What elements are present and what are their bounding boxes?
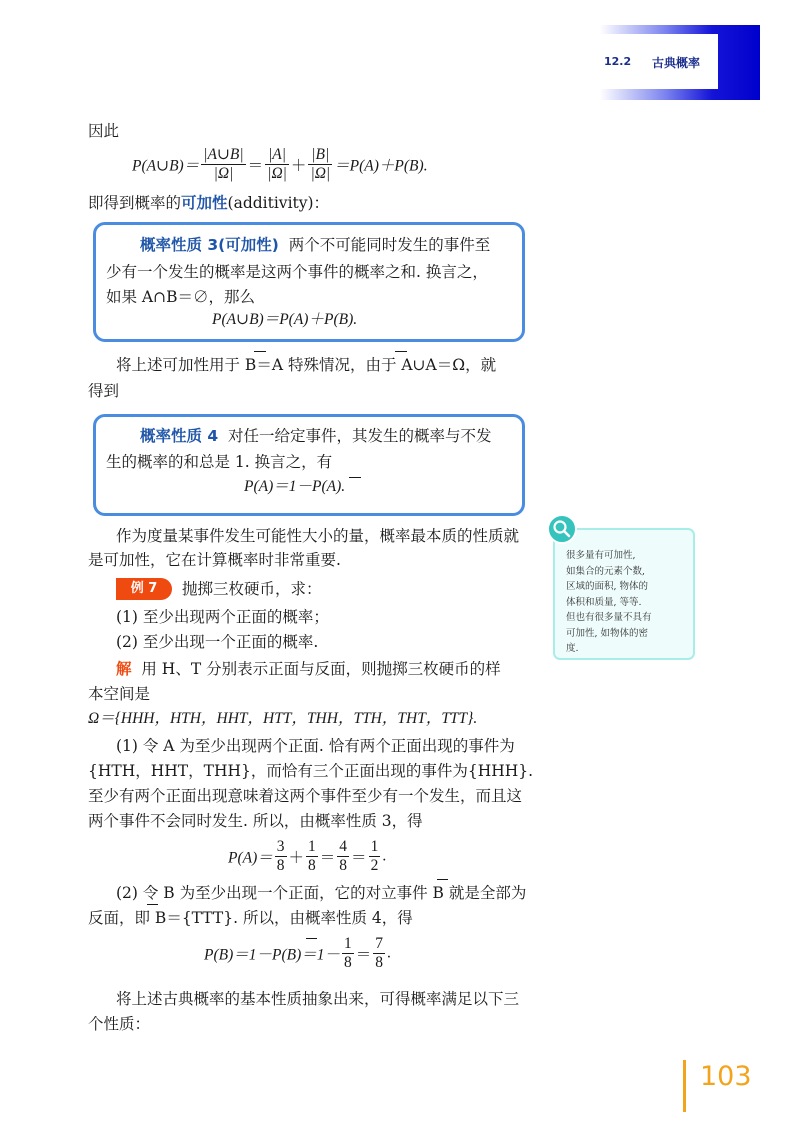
pb-formula <box>204 935 391 972</box>
pb-equals: ＝ <box>355 946 372 964</box>
measure-paragraph-line1: 作为度量某事件发生可能性大小的量，概率最本质的性质就 <box>116 527 520 545</box>
union-frac1-numerator: |A∪B| <box>203 146 244 163</box>
additivity-intro-post: (additivity)： <box>227 194 330 212</box>
pa-frac4-num: 1 <box>370 838 379 855</box>
pb-frac1-den: 8 <box>344 954 352 971</box>
pa-formula <box>228 838 386 875</box>
pa-frac1-num: 3 <box>276 838 285 855</box>
union-frac2-numerator: |A| <box>265 146 289 165</box>
union-frac1-denominator: |Ω| <box>213 165 234 182</box>
pb-frac2-den: 8 <box>375 954 384 971</box>
page-number: 103 <box>700 1061 752 1092</box>
example-question: 抛掷三枚硬币，求： <box>182 580 322 598</box>
section-title: 古典概率 <box>652 56 701 70</box>
property3-line3: 如果 A∩B＝∅，那么 <box>106 288 255 306</box>
property3-title: 概率性质 3(可加性) <box>140 236 279 254</box>
closing-line1: 将上述古典概率的基本性质抽象出来，可得概率满足以下三 <box>116 990 520 1008</box>
union-plus: ＋ <box>290 157 307 175</box>
pa-frac3-num: 4 <box>339 838 348 855</box>
therefore-text: 因此 <box>88 122 120 140</box>
union-frac3-numerator: |B| <box>308 146 332 165</box>
pb-frac1-num: 1 <box>344 935 352 952</box>
example-item2: (2) 至少出现一个正面的概率. <box>116 633 319 651</box>
complement-paragraph-line1: 将上述可加性用于 B＝A 特殊情况，由于 A∪A＝Ω，就 <box>116 356 497 374</box>
complement-paragraph-line2: 得到 <box>88 382 120 400</box>
union-equals: ＝ <box>247 157 264 175</box>
property4-line1 <box>140 425 492 447</box>
part2-line1: (2) 令 B 为至少出现一个正面，它的对立事件 B 就是全部为 <box>116 884 527 902</box>
pa-lhs: P(A)＝ <box>228 849 273 867</box>
pa-equals1: ＝ <box>319 849 336 867</box>
union-formula-lhs: P(A∪B)＝ <box>132 157 200 175</box>
union-formula-rhs: ＝P(A)＋P(B). <box>334 157 428 175</box>
sidebar-note-text: 很多量有可加性, 如集合的元素个数, 区域的面积, 物体的 体积和质量, 等等. 但也有很多量不具有 可加性, 如物体的密 度. <box>566 550 652 654</box>
page-number-bar <box>683 1060 686 1112</box>
pa-frac4-den: 2 <box>370 857 379 874</box>
union-frac2-denominator: |Ω| <box>267 165 287 182</box>
pa-frac3-den: 8 <box>339 857 348 874</box>
additivity-term: 可加性 <box>181 194 228 212</box>
example-badge: 例 7 <box>116 578 172 600</box>
pa-equals2: ＝ <box>351 849 367 867</box>
property4-overline <box>349 477 361 478</box>
union-formula <box>132 146 428 183</box>
part1-line4: 两个事件不会同时发生. 所以，由概率性质 3，得 <box>88 812 423 830</box>
pa-plus: ＋ <box>288 849 305 867</box>
part2-overline-1 <box>437 879 448 880</box>
pb-end: . <box>387 944 391 962</box>
property3-formula: P(A∪B)＝P(A)＋P(B). <box>212 311 358 328</box>
pb-lhs: P(B)＝1－P(B)＝1－ <box>204 946 341 964</box>
pa-frac2-den: 8 <box>308 857 316 874</box>
part2-line2: 反面，即 B＝{TTT}. 所以，由概率性质 4，得 <box>88 909 413 927</box>
complement-overline-1 <box>254 351 266 352</box>
solution-text1: 用 H、T 分别表示正面与反面，则抛掷三枚硬币的样 <box>141 660 501 678</box>
union-frac3-denominator: |Ω| <box>310 165 331 182</box>
measure-paragraph-line2: 是可加性，它在计算概率时非常重要. <box>88 551 341 569</box>
pb-frac2-num: 7 <box>375 935 384 952</box>
solution-label: 解 <box>116 659 132 678</box>
property3-line2: 少有一个发生的概率是这两个事件的概率之和. 换言之， <box>106 263 488 281</box>
solution-line2: 本空间是 <box>88 685 151 703</box>
sample-space: Ω＝{HHH，HTH，HHT，HTT，THH，TTH，THT，TTT}. <box>88 710 478 727</box>
part1-line2: {HTH，HHT，THH}，而恰有三个正面出现的事件为{HHH}. <box>88 762 534 780</box>
property4-formula: P(A)＝1－P(A). <box>244 478 346 495</box>
pa-frac1-den: 8 <box>276 857 285 874</box>
closing-line2: 个性质： <box>88 1015 151 1033</box>
complement-overline-2 <box>395 351 407 352</box>
part2-overline-2 <box>147 904 158 905</box>
additivity-intro <box>88 192 329 214</box>
additivity-intro-pre: 即得到概率的 <box>88 194 182 212</box>
solution-line1 <box>116 658 501 680</box>
magnifier-icon <box>547 514 577 544</box>
part1-line1: (1) 令 A 为至少出现两个正面. 恰有两个正面出现的事件为 <box>116 737 515 755</box>
property3-text1: 两个不可能同时发生的事件至 <box>288 236 491 254</box>
example-item1: (1) 至少出现两个正面的概率； <box>116 608 329 626</box>
part1-line3: 至少有两个正面出现意味着这两个事件至少有一个发生，而且这 <box>88 787 523 805</box>
pa-frac2-num: 1 <box>308 838 316 855</box>
section-number: 12.2 <box>604 55 632 68</box>
property3-line1 <box>140 234 490 256</box>
pb-overline <box>306 938 317 939</box>
pa-end: . <box>382 847 387 865</box>
property4-line2: 生的概率的和总是 1. 换言之，有 <box>106 453 333 471</box>
property4-title: 概率性质 4 <box>140 427 219 445</box>
property4-text1: 对任一给定事件，其发生的概率与不发 <box>228 427 492 445</box>
